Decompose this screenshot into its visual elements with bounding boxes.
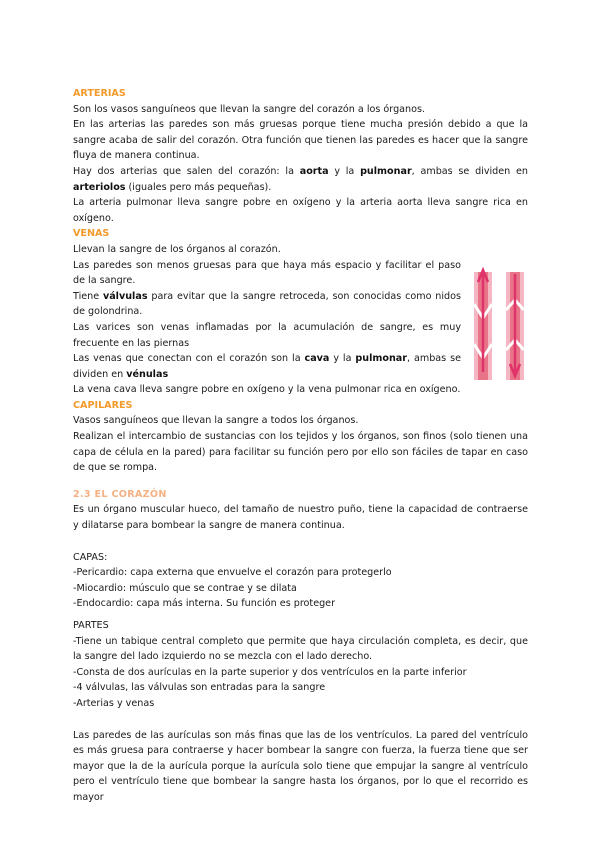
capa-item: -Miocardio: músculo que se contrae y se dilata — [73, 582, 297, 594]
capa-item: -Endocardio: capa más interna. Su función es proteger — [73, 598, 336, 610]
venas-heading: VENAS — [73, 228, 110, 240]
corazon-intro: Es un órgano muscular hueco, del tamaño de nuestro puño, tiene la capacidad de contraerse y dilatarse para bombear la sangre de manera continua. — [73, 504, 528, 532]
corazon-heading: 2.3 EL CORAZÓN — [73, 488, 167, 500]
venas-p1: Llevan la sangre de los órganos al corazón. — [73, 243, 281, 255]
venas-p4: Las varices son venas inflamadas por la acumulación de sangre, es muy frecuente en las piernas — [73, 321, 461, 349]
capilares-p2: Realizan el intercambio de sustancias con los tejidos y los órganos, son finos (solo tienen una capa de célula en la pared) para facilitar su función pero por ello son fáciles de tapar en caso de que se rompa. — [73, 431, 528, 474]
document-page — [73, 86, 528, 806]
vein-valves-illustration — [470, 262, 530, 382]
arterias-p4: La arteria pulmonar lleva sangre pobre en oxígeno y la arteria aorta lleva sangre rica en oxígeno. — [73, 197, 528, 224]
partes-title: PARTES — [73, 620, 109, 631]
capilares-heading: CAPILARES — [73, 399, 133, 411]
parte-item: -Arterias y venas — [73, 697, 155, 709]
parte-item: -4 válvulas, las válvulas son entradas para la sangre — [73, 682, 326, 694]
venas-p3: Tiene válvulas para evitar que la sangre retroceda, son conocidas como nidos de golondrina. — [73, 290, 461, 318]
parte-item: -Consta de dos aurículas en la parte superior y dos ventrículos en la parte inferior — [73, 666, 467, 678]
venas-p5: Las venas que conectan con el corazón son la cava y la pulmonar, ambas se dividen en vénulas — [73, 353, 462, 380]
arterias-p1: Son los vasos sanguíneos que llevan la sangre del corazón a los órganos. — [73, 103, 426, 115]
arterias-p3: Hay dos arterias que salen del corazón: la aorta y la pulmonar, ambas se dividen en arteriolos (iguales pero más pequeñas). — [73, 165, 528, 193]
corazon-final: Las paredes de las aurículas son más finas que las de los ventrículos. La pared del ventrículo es más gruesa para contraerse y hacer bombear la sangre con fuerza, la fuerza tiene que ser mayor que la de la aurícula porque la aurícula solo tiene que empujar la sangre al ventrículo pero el ventrículo tiene que bombear la sangre hasta los órganos, por lo que el recorrido es mayor — [73, 729, 528, 803]
parte-item: -Tiene un tabique central completo que permite que haya circulación completa, es decir, que la sangre del lado izquierdo no se mezcla con el lado derecho. — [73, 635, 528, 663]
venas-p6: La vena cava lleva sangre pobre en oxígeno y la vena pulmonar rica en oxígeno. — [73, 384, 461, 396]
arterias-p2: En las arterias las paredes son más gruesas porque tiene mucha presión debido a que la sangre acaba de salir del corazón. Otra función que tienen las paredes es hacer que la sangre fluya de manera continua. — [73, 119, 528, 162]
arterias-heading: ARTERIAS — [73, 88, 126, 99]
capilares-p1: Vasos sanguíneos que llevan la sangre a todos los órganos. — [73, 415, 359, 427]
capas-title: CAPAS: — [73, 551, 108, 563]
capa-item: -Pericardio: capa externa que envuelve el corazón para protegerlo — [73, 567, 392, 579]
venas-p2: Las paredes son menos gruesas para que haya más espacio y facilitar el paso de la sangre. — [73, 259, 461, 287]
